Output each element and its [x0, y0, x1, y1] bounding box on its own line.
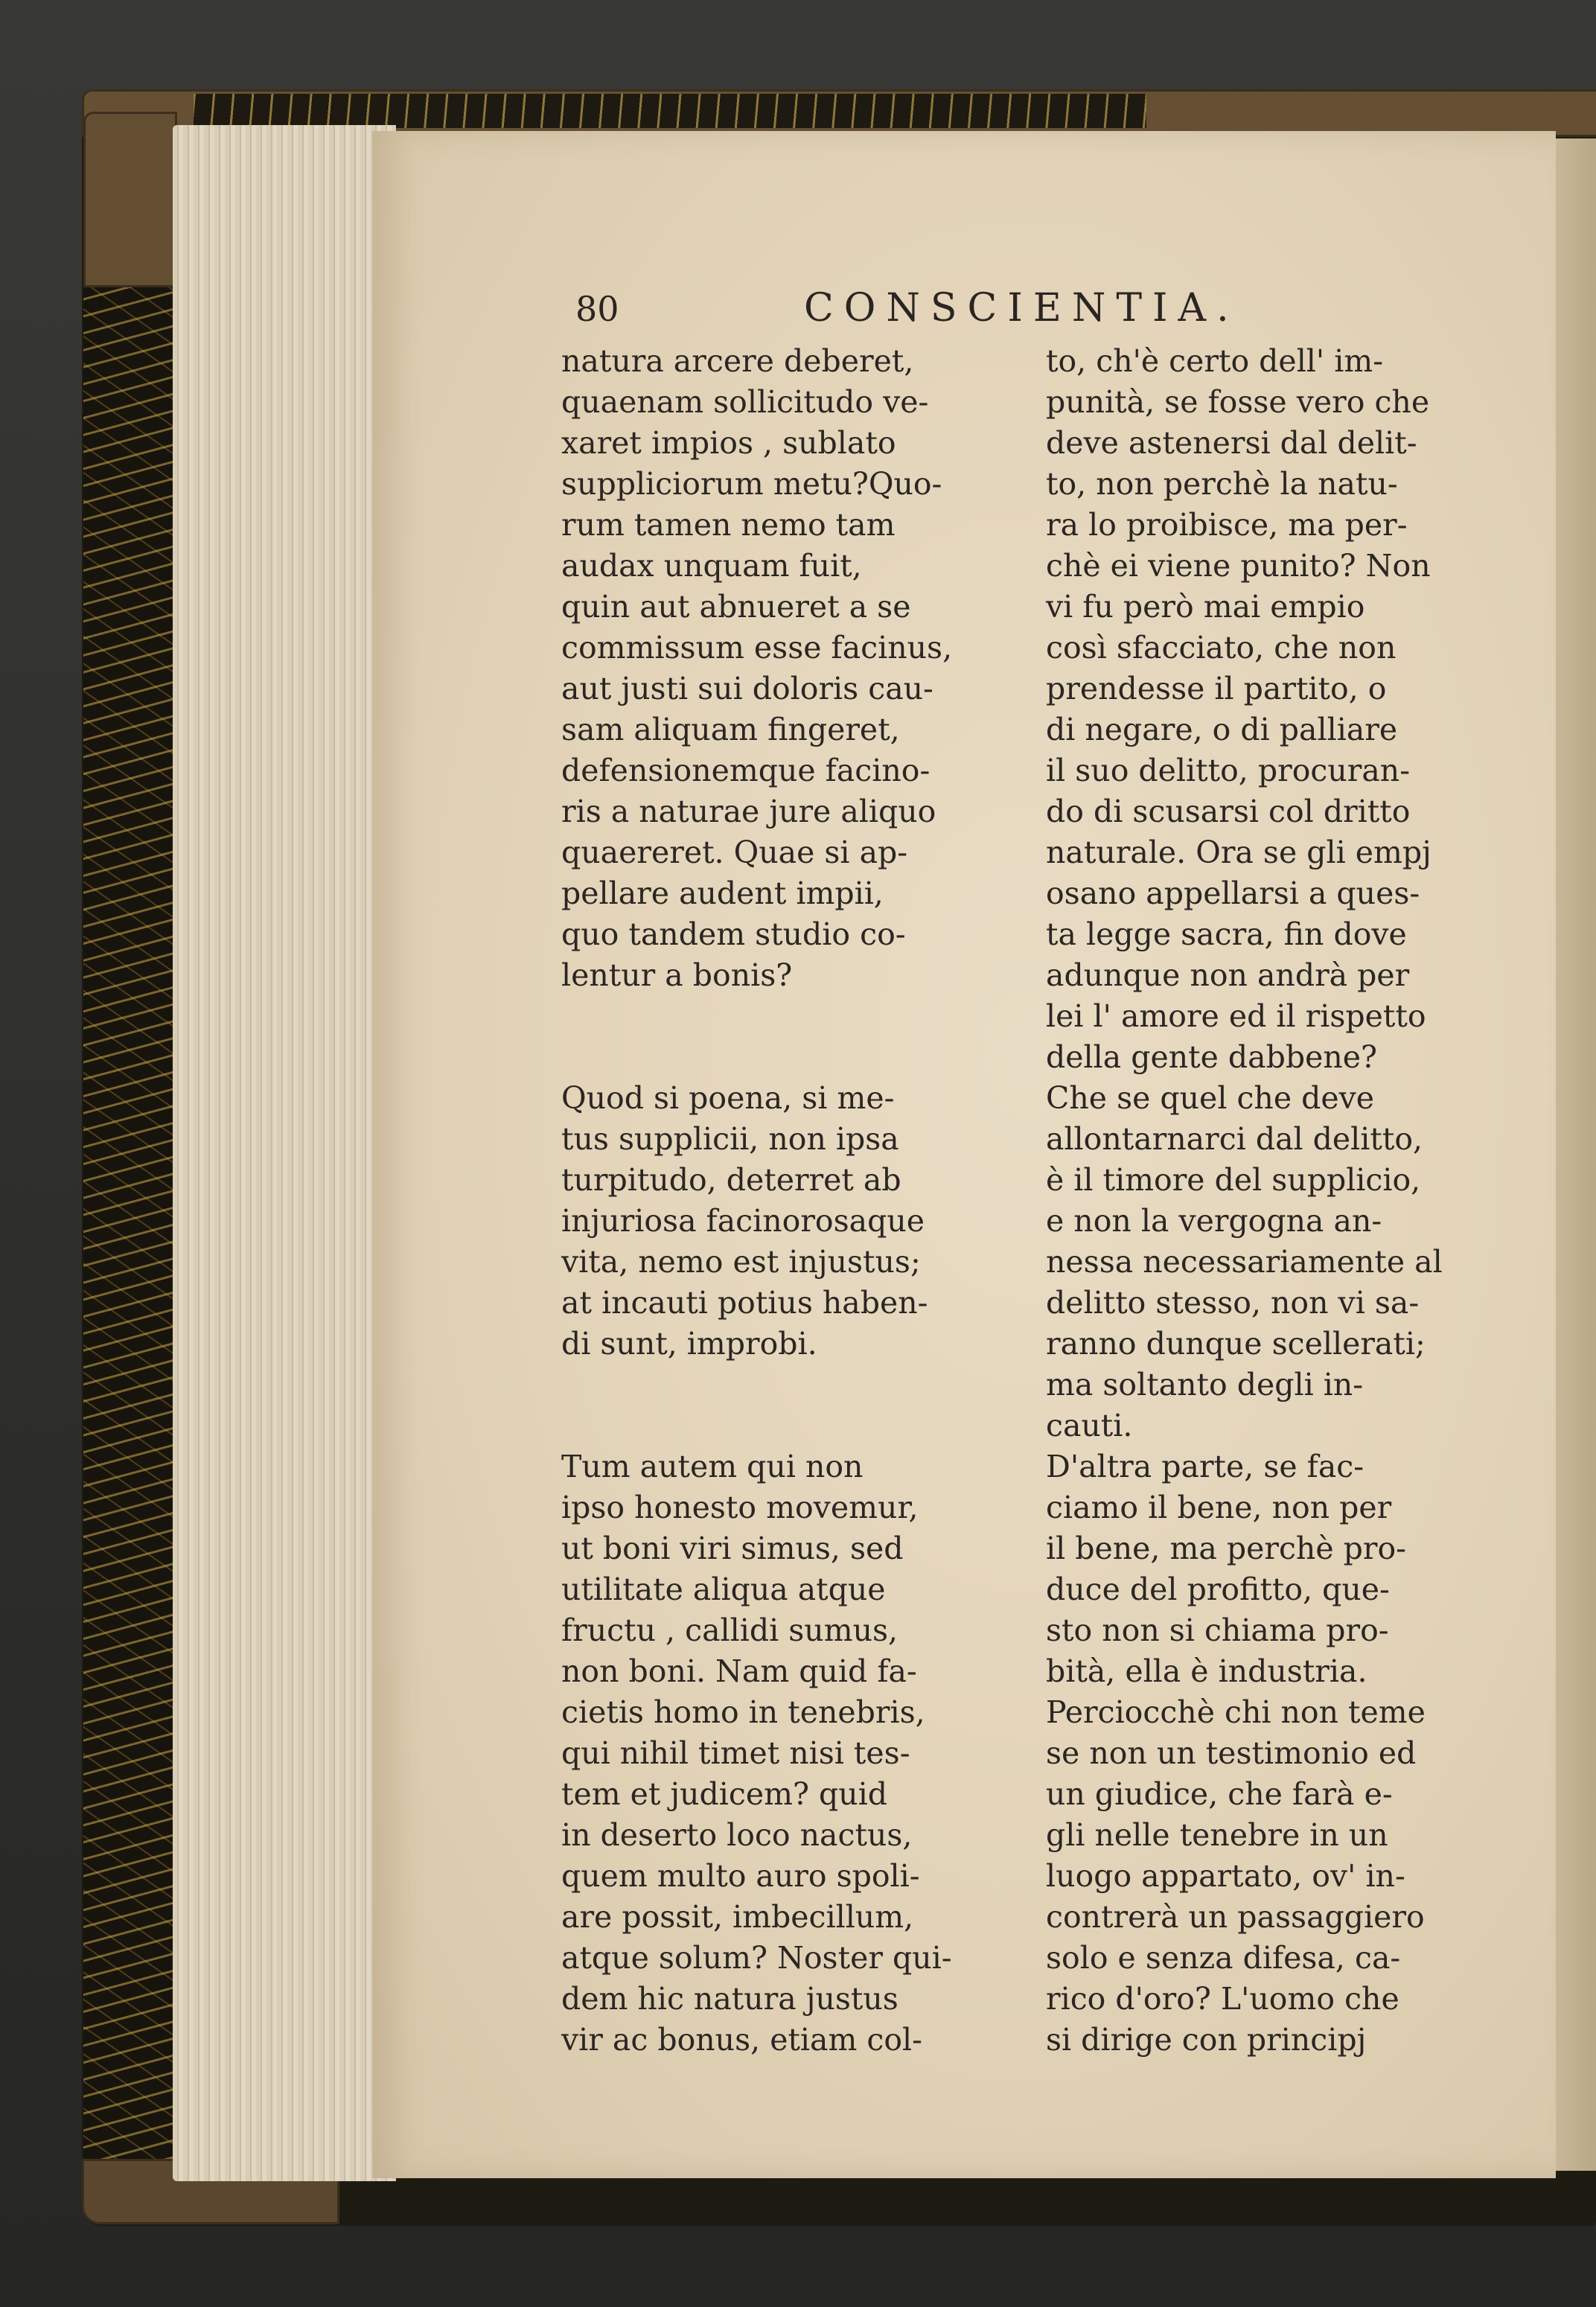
text-line: quem multo auro spoli-	[561, 1858, 920, 1894]
text-line: cietis homo in tenebris,	[561, 1694, 925, 1730]
text-line: ra lo proibisce, ma per-	[1046, 507, 1408, 543]
text-line: sam aliquam fingeret,	[561, 712, 900, 747]
text-line: il bene, ma perchè pro-	[1046, 1531, 1407, 1566]
text-line: defensionemque facino-	[561, 753, 931, 788]
text-line: vir ac bonus, etiam col-	[561, 2022, 923, 2058]
text-line: duce del profitto, que-	[1046, 1571, 1390, 1607]
marbled-top-strip	[194, 94, 1146, 128]
text-line: bità, ella è industria.	[1046, 1653, 1367, 1689]
text-line: rum tamen nemo tam	[561, 507, 896, 543]
text-line: quaenam sollicitudo ve-	[561, 384, 929, 420]
text-line: to, non perchè la natu-	[1046, 466, 1398, 502]
text-line: è il timore del supplicio,	[1046, 1162, 1421, 1198]
text-line: lentur a bonis?	[561, 957, 793, 993]
text-line: atque solum? Noster qui-	[561, 1940, 952, 1976]
text-line: osano appellarsi a ques-	[1046, 875, 1420, 911]
text-line: Perciocchè chi non teme	[1046, 1694, 1426, 1730]
text-line: qui nihil timet nisi tes-	[561, 1735, 910, 1771]
text-line: punità, se fosse vero che	[1046, 384, 1430, 420]
page-number: 80	[575, 289, 619, 329]
text-line: commissum esse facinus,	[561, 630, 953, 666]
text-line: vita, nemo est injustus;	[561, 1244, 921, 1280]
text-line: se non un testimonio ed	[1046, 1735, 1417, 1771]
text-line: do di scusarsi col dritto	[1046, 794, 1411, 829]
text-line: dem hic natura justus	[561, 1981, 898, 2017]
text-line: ut boni viri simus, sed	[561, 1531, 904, 1566]
text-line: quo tandem studio co-	[561, 916, 906, 952]
text-line: naturale. Ora se gli empj	[1046, 835, 1431, 870]
text-line: nessa necessariamente al	[1046, 1244, 1443, 1280]
text-line: chè ei viene punito? Non	[1046, 548, 1431, 584]
text-line: tem et judicem? quid	[561, 1776, 888, 1812]
text-line: solo e senza difesa, ca-	[1046, 1940, 1401, 1976]
text-line: quaereret. Quae si ap-	[561, 835, 908, 870]
text-line: prendesse il partito, o	[1046, 671, 1387, 706]
text-line: ipso honesto movemur,	[561, 1490, 919, 1525]
text-line: della gente dabbene?	[1046, 1039, 1377, 1075]
italian-column	[1046, 341, 1522, 2061]
text-line: di sunt, improbi.	[561, 1326, 817, 1362]
text-line: cauti.	[1046, 1408, 1133, 1443]
text-line: suppliciorum metu?Quo-	[561, 466, 942, 502]
text-line: luogo appartato, ov' in-	[1046, 1858, 1405, 1894]
text-line: deve astenersi dal delit-	[1046, 425, 1417, 461]
text-line: audax unquam fuit,	[561, 548, 862, 584]
paragraph-gap	[561, 996, 1030, 1037]
text-line: così sfacciato, che non	[1046, 630, 1396, 666]
text-line: rico d'oro? L'uomo che	[1046, 1981, 1399, 2017]
page-block-edges	[173, 125, 396, 2181]
text-line: di negare, o di palliare	[1046, 712, 1398, 747]
text-line: pellare audent impii,	[561, 875, 884, 911]
paragraph-gap	[561, 1405, 1030, 1446]
text-line: ta legge sacra, fin dove	[1046, 916, 1407, 952]
text-line: injuriosa facinorosaque	[561, 1203, 925, 1239]
text-line: ranno dunque scellerati;	[1046, 1326, 1426, 1362]
text-line: non boni. Nam quid fa-	[561, 1653, 917, 1689]
text-line: fructu , callidi sumus,	[561, 1612, 898, 1648]
text-line: allontarnarci dal delitto,	[1046, 1121, 1423, 1157]
text-line: sto non si chiama pro-	[1046, 1612, 1389, 1648]
text-line: lei l' amore ed il rispetto	[1046, 998, 1426, 1034]
paragraph-gap	[561, 1037, 1030, 1078]
text-line: xaret impios , sublato	[561, 425, 896, 461]
text-line: ciamo il bene, non per	[1046, 1490, 1392, 1525]
latin-column	[561, 341, 1030, 2061]
text-line: vi fu però mai empio	[1046, 589, 1365, 625]
text-line: tus supplicii, non ipsa	[561, 1121, 899, 1157]
text-line: are possit, imbecillum,	[561, 1899, 914, 1935]
text-line: ris a naturae jure aliquo	[561, 794, 936, 829]
text-line: contrerà un passaggiero	[1046, 1899, 1425, 1935]
text-line: si dirige con principj	[1046, 2022, 1367, 2058]
text-line: D'altra parte, se fac-	[1046, 1449, 1364, 1484]
text-line: aut justi sui doloris cau-	[561, 671, 933, 706]
text-line: il suo delitto, procuran-	[1046, 753, 1411, 788]
running-title: CONSCIENTIA.	[804, 286, 1239, 331]
text-line: Tum autem qui non	[561, 1449, 864, 1484]
leather-corner-top	[83, 112, 177, 287]
text-line: to, ch'è certo dell' im-	[1046, 343, 1384, 379]
text-line: natura arcere deberet,	[561, 343, 914, 379]
text-line: ma soltanto degli in-	[1046, 1367, 1364, 1403]
text-line: utilitate aliqua atque	[561, 1571, 886, 1607]
text-line: in deserto loco nactus,	[561, 1817, 913, 1853]
text-line: gli nelle tenebre in un	[1046, 1817, 1388, 1853]
text-line: Quod si poena, si me-	[561, 1080, 895, 1116]
text-line: quin aut abnueret a se	[561, 589, 911, 625]
paragraph-gap	[561, 1365, 1030, 1405]
text-line: un giudice, che farà e-	[1046, 1776, 1393, 1812]
text-line: adunque non andrà per	[1046, 957, 1410, 993]
text-line: Che se quel che deve	[1046, 1080, 1375, 1116]
text-line: turpitudo, deterret ab	[561, 1162, 901, 1198]
text-line: e non la vergogna an-	[1046, 1203, 1382, 1239]
text-line: at incauti potius haben-	[561, 1285, 928, 1321]
text-line: delitto stesso, non vi sa-	[1046, 1285, 1420, 1321]
